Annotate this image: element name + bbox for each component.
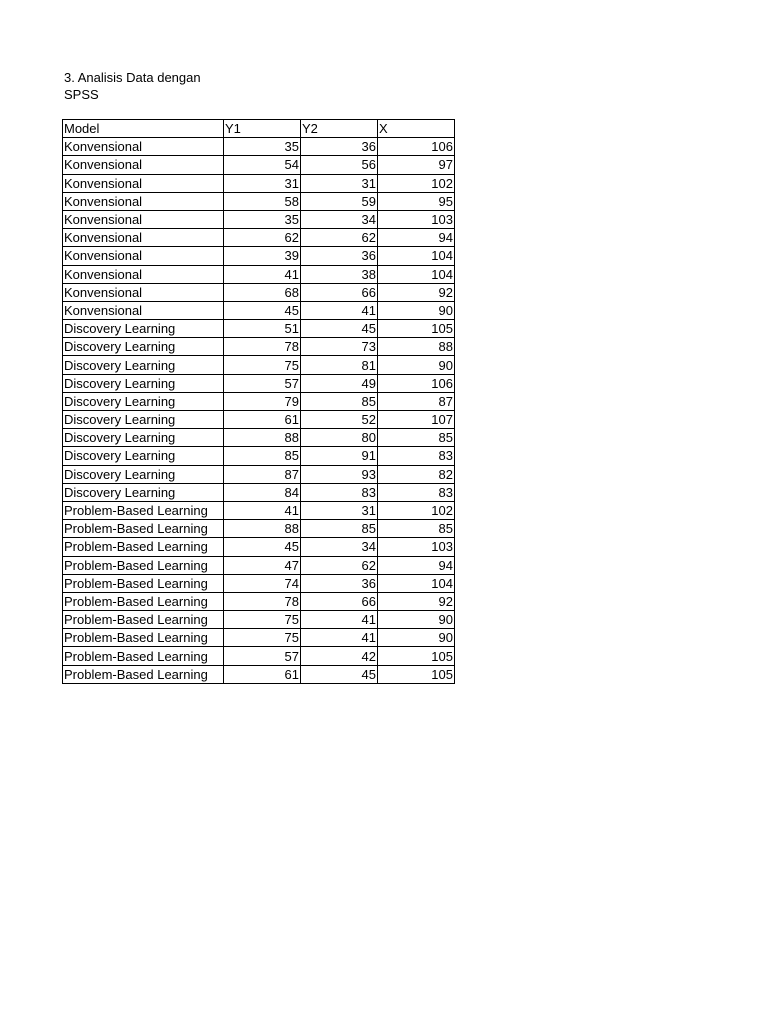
- table-row: [63, 156, 455, 174]
- table-header: [63, 120, 455, 138]
- cell-y2: 85: [301, 520, 378, 538]
- cell-x: 83: [378, 447, 455, 465]
- cell-x: 104: [378, 574, 455, 592]
- cell-y2: 41: [301, 611, 378, 629]
- table-row: [63, 465, 455, 483]
- table-row: [63, 556, 455, 574]
- table-row: [63, 174, 455, 192]
- cell-x: 104: [378, 247, 455, 265]
- cell-y2: 62: [301, 556, 378, 574]
- cell-y1: 51: [224, 320, 301, 338]
- cell-x: 90: [378, 356, 455, 374]
- cell-y2: 49: [301, 374, 378, 392]
- cell-y2: 62: [301, 229, 378, 247]
- header-model: Model: [63, 120, 224, 138]
- cell-y1: 39: [224, 247, 301, 265]
- cell-model: Discovery Learning: [63, 320, 224, 338]
- cell-model: Discovery Learning: [63, 483, 224, 501]
- document-heading: [64, 69, 201, 103]
- cell-y2: 36: [301, 247, 378, 265]
- cell-y2: 81: [301, 356, 378, 374]
- cell-y1: 45: [224, 301, 301, 319]
- cell-x: 105: [378, 665, 455, 683]
- table-row: [63, 665, 455, 683]
- cell-y2: 52: [301, 411, 378, 429]
- cell-x: 88: [378, 338, 455, 356]
- cell-x: 97: [378, 156, 455, 174]
- cell-model: Discovery Learning: [63, 338, 224, 356]
- cell-x: 92: [378, 283, 455, 301]
- cell-model: Discovery Learning: [63, 465, 224, 483]
- table-row: [63, 283, 455, 301]
- cell-y1: 57: [224, 647, 301, 665]
- cell-y2: 38: [301, 265, 378, 283]
- cell-y2: 31: [301, 501, 378, 519]
- cell-y1: 85: [224, 447, 301, 465]
- cell-x: 105: [378, 320, 455, 338]
- table-row: [63, 483, 455, 501]
- cell-y2: 34: [301, 538, 378, 556]
- cell-model: Problem-Based Learning: [63, 665, 224, 683]
- cell-y1: 54: [224, 156, 301, 174]
- cell-model: Discovery Learning: [63, 411, 224, 429]
- table-row: [63, 447, 455, 465]
- cell-x: 90: [378, 629, 455, 647]
- cell-model: Problem-Based Learning: [63, 611, 224, 629]
- cell-x: 106: [378, 138, 455, 156]
- cell-model: Konvensional: [63, 265, 224, 283]
- cell-x: 105: [378, 647, 455, 665]
- cell-y1: 61: [224, 665, 301, 683]
- header-y1: Y1: [224, 120, 301, 138]
- cell-model: Konvensional: [63, 210, 224, 228]
- cell-y1: 79: [224, 392, 301, 410]
- cell-model: Discovery Learning: [63, 447, 224, 465]
- table-row: [63, 229, 455, 247]
- heading-line-1: 3. Analisis Data dengan: [64, 70, 201, 85]
- table-body: [63, 138, 455, 684]
- cell-y1: 68: [224, 283, 301, 301]
- table-row: [63, 574, 455, 592]
- cell-x: 107: [378, 411, 455, 429]
- cell-y1: 75: [224, 629, 301, 647]
- cell-y2: 36: [301, 138, 378, 156]
- cell-model: Discovery Learning: [63, 392, 224, 410]
- cell-y1: 78: [224, 592, 301, 610]
- cell-x: 103: [378, 538, 455, 556]
- cell-x: 104: [378, 265, 455, 283]
- cell-x: 106: [378, 374, 455, 392]
- cell-y1: 31: [224, 174, 301, 192]
- table-row: [63, 629, 455, 647]
- table-row: [63, 501, 455, 519]
- cell-y1: 62: [224, 229, 301, 247]
- cell-y2: 36: [301, 574, 378, 592]
- cell-x: 87: [378, 392, 455, 410]
- cell-x: 94: [378, 556, 455, 574]
- cell-x: 90: [378, 611, 455, 629]
- cell-model: Konvensional: [63, 138, 224, 156]
- cell-y1: 58: [224, 192, 301, 210]
- table-row: [63, 374, 455, 392]
- cell-model: Problem-Based Learning: [63, 538, 224, 556]
- cell-y1: 88: [224, 520, 301, 538]
- cell-x: 83: [378, 483, 455, 501]
- cell-y2: 59: [301, 192, 378, 210]
- cell-model: Konvensional: [63, 229, 224, 247]
- cell-x: 102: [378, 174, 455, 192]
- cell-y2: 66: [301, 592, 378, 610]
- cell-y2: 73: [301, 338, 378, 356]
- cell-x: 85: [378, 520, 455, 538]
- heading-line-2: SPSS: [64, 87, 99, 102]
- cell-y2: 93: [301, 465, 378, 483]
- cell-model: Konvensional: [63, 283, 224, 301]
- cell-y2: 41: [301, 301, 378, 319]
- cell-y2: 56: [301, 156, 378, 174]
- cell-y2: 66: [301, 283, 378, 301]
- cell-y2: 91: [301, 447, 378, 465]
- cell-y1: 35: [224, 210, 301, 228]
- cell-model: Problem-Based Learning: [63, 592, 224, 610]
- table-row: [63, 338, 455, 356]
- cell-model: Problem-Based Learning: [63, 520, 224, 538]
- cell-y1: 41: [224, 501, 301, 519]
- cell-y1: 61: [224, 411, 301, 429]
- cell-x: 102: [378, 501, 455, 519]
- cell-y1: 78: [224, 338, 301, 356]
- cell-model: Problem-Based Learning: [63, 556, 224, 574]
- table-row: [63, 392, 455, 410]
- table-row: [63, 320, 455, 338]
- cell-x: 95: [378, 192, 455, 210]
- cell-y1: 47: [224, 556, 301, 574]
- cell-y1: 75: [224, 356, 301, 374]
- header-row: [63, 120, 455, 138]
- cell-y1: 35: [224, 138, 301, 156]
- cell-y2: 85: [301, 392, 378, 410]
- cell-model: Problem-Based Learning: [63, 647, 224, 665]
- cell-y2: 41: [301, 629, 378, 647]
- table-row: [63, 210, 455, 228]
- cell-model: Problem-Based Learning: [63, 574, 224, 592]
- header-x: X: [378, 120, 455, 138]
- cell-model: Konvensional: [63, 301, 224, 319]
- cell-y1: 88: [224, 429, 301, 447]
- cell-y1: 74: [224, 574, 301, 592]
- cell-y2: 42: [301, 647, 378, 665]
- table-row: [63, 138, 455, 156]
- table-row: [63, 538, 455, 556]
- cell-model: Problem-Based Learning: [63, 501, 224, 519]
- cell-model: Konvensional: [63, 247, 224, 265]
- cell-model: Konvensional: [63, 192, 224, 210]
- cell-x: 82: [378, 465, 455, 483]
- cell-y1: 57: [224, 374, 301, 392]
- table-row: [63, 611, 455, 629]
- data-table: [62, 119, 455, 684]
- cell-model: Konvensional: [63, 174, 224, 192]
- table-row: [63, 429, 455, 447]
- cell-y2: 34: [301, 210, 378, 228]
- cell-y2: 31: [301, 174, 378, 192]
- table-row: [63, 301, 455, 319]
- cell-y2: 80: [301, 429, 378, 447]
- cell-model: Problem-Based Learning: [63, 629, 224, 647]
- table-row: [63, 265, 455, 283]
- cell-y1: 87: [224, 465, 301, 483]
- cell-y1: 41: [224, 265, 301, 283]
- cell-x: 92: [378, 592, 455, 610]
- table-row: [63, 520, 455, 538]
- cell-y1: 84: [224, 483, 301, 501]
- cell-x: 85: [378, 429, 455, 447]
- cell-y1: 45: [224, 538, 301, 556]
- cell-model: Discovery Learning: [63, 356, 224, 374]
- cell-y2: 45: [301, 320, 378, 338]
- header-y2: Y2: [301, 120, 378, 138]
- table-row: [63, 411, 455, 429]
- cell-x: 103: [378, 210, 455, 228]
- cell-x: 90: [378, 301, 455, 319]
- table-row: [63, 647, 455, 665]
- table-row: [63, 592, 455, 610]
- cell-model: Discovery Learning: [63, 429, 224, 447]
- table-row: [63, 356, 455, 374]
- cell-y1: 75: [224, 611, 301, 629]
- table-row: [63, 247, 455, 265]
- cell-y2: 45: [301, 665, 378, 683]
- table-row: [63, 192, 455, 210]
- cell-x: 94: [378, 229, 455, 247]
- cell-model: Konvensional: [63, 156, 224, 174]
- cell-model: Discovery Learning: [63, 374, 224, 392]
- cell-y2: 83: [301, 483, 378, 501]
